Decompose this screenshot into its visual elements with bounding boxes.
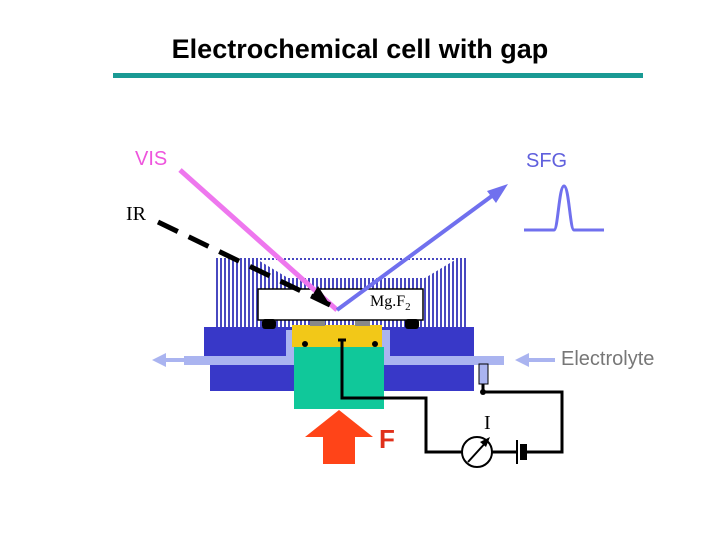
sfg-label: SFG xyxy=(526,150,568,172)
mgf2-label: $Mg.F_2$ xyxy=(370,293,411,314)
mgf2-subscript: 2 xyxy=(405,301,411,314)
vis-label: VIS xyxy=(135,148,168,170)
battery-icon xyxy=(517,440,527,464)
current-label: I xyxy=(484,412,491,434)
electrolyte-in-arrow xyxy=(515,353,555,367)
force-label: F xyxy=(379,424,395,454)
sfg-peak-icon xyxy=(524,186,604,230)
ir-label: IR xyxy=(126,203,146,225)
ammeter-icon xyxy=(462,437,492,467)
electrode xyxy=(294,347,384,409)
spacer-right xyxy=(355,320,370,326)
force-arrow xyxy=(305,410,373,464)
sfg-arrowhead xyxy=(487,184,508,203)
electrolyte-label: Electrolyte xyxy=(561,348,655,370)
page-title: Electrochemical cell with gap xyxy=(171,34,549,64)
spacer-left xyxy=(310,320,325,326)
